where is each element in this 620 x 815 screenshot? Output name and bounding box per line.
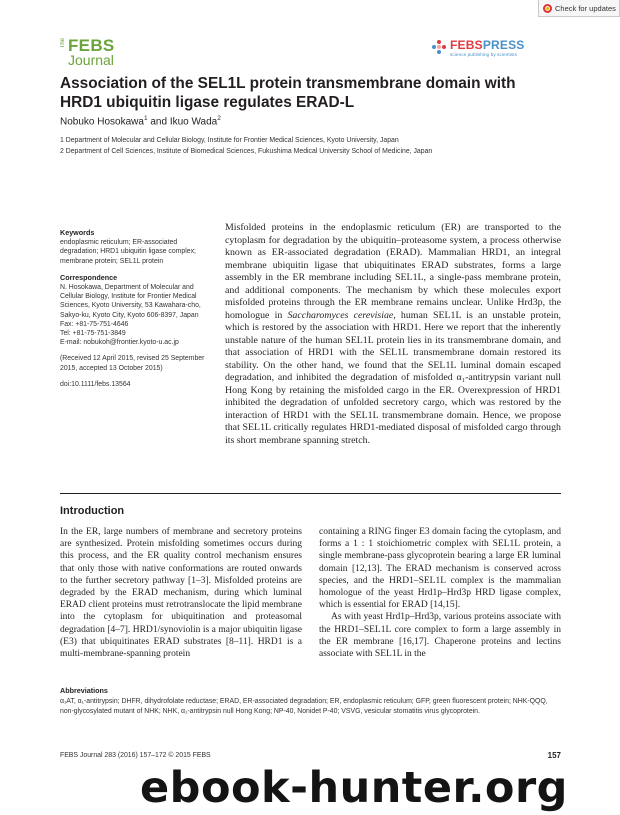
abstract [225,222,561,447]
author-affiliation-mark: 1 [143,115,148,122]
page-number: 157 [547,751,561,760]
paragraph: As with yeast Hrd1p–Hrd3p, various proteins associate with the HRD1–SEL1L core complex to form a large assembly in the ER membrane [16,17]. Chaperone proteins and lectins associate with SEL1L in the [319,612,561,660]
keywords-block [60,228,215,266]
logo-the: The [60,38,66,49]
press-febs: FEBS [450,38,483,52]
correspondence-fax: Fax: +81-75-751-4646 [60,320,129,328]
keywords-text: endoplasmic reticulum; ER-associated degradation; HRD1 ubiquitin ligase complex; membrane protein; SEL1L protein [60,239,196,265]
correspondence-email[interactable]: E-mail: nobukoh@frontier.kyoto-u.ac.jp [60,339,179,347]
received-dates [60,354,215,372]
correspondence-heading: Correspondence [60,272,118,282]
febs-journal-logo [60,36,124,70]
affiliation-1: 1 Department of Molecular and Cellular Biology, Institute for Frontier Medical Sciences, Kyoto University, Japan [60,137,399,144]
doi [60,380,215,389]
author-affiliation-mark: 2 [217,115,221,122]
introduction-heading: Introduction [60,505,125,517]
correspondence-address: N. Hosokawa, Department of Molecular and Cellular Biology, Institute for Frontier Medical Sciences, Kyoto University, 53 Kawahara-cho, Sakyo-ku, Kyoto City, Kyoto 606-8397, Japan [60,284,201,319]
section-divider [60,493,561,494]
correspondence-tel: Tel: +81-75-751-3849 [60,330,126,338]
article-title: Association of the SEL1L protein transmembrane domain with HRD1 ubiquitin ligase regulates ERAD-L [60,75,516,111]
press-tagline: science publishing by scientists [450,52,518,57]
abstract-part-2: , human SEL1L is an unstable protein, which is restored by the association with HRD1. Here we report that the inherently unstable nature of the human SEL1L protein lies in its transmembrane domain, and that association of HRD1 with the SEL1L transmembrane domain restored its stability. On the other hand, we found that the SEL1L luminal domain escaped degradation, and inhibited the degradation of misfolded α₁-antitrypsin variant null Hong Kong by retaining the misfolded cargo in the ER. Overexpression of HRD1 inhibited the degradation of unfolded secretory cargo, which was restored by the interaction of HRD1 with the SEL1L transmembrane domain. Hence, we propose that SEL1L critically regulates HRD1-mediated disposal of misfolded cargo through its short membrane spanning stretch. [225,309,561,446]
footer-citation: FEBS Journal 283 (2016) 157–172 © 2015 FEBS [60,752,211,759]
logo-febs: FEBS [68,36,115,55]
febs-press-dots-icon [432,40,446,54]
doi-link[interactable]: doi:10.1111/febs.13564 [60,380,131,388]
check-for-updates-label: Check for updates [555,3,616,13]
crossmark-icon [543,4,552,13]
affiliation-2: 2 Department of Cell Sciences, Institute of Biomedical Sciences, Fukushima Medical University School of Medicine, Japan [60,148,433,155]
abbreviations-heading: Abbreviations [60,686,108,695]
press-press: PRESS [482,38,525,52]
page-footer [60,752,561,759]
abstract-species: Saccharomyces cerevisiae [287,309,394,321]
press-name [450,38,525,52]
author-join: and [147,116,170,128]
received-text: (Received 12 April 2015, revised 25 September 2015, accepted 13 October 2015) [60,355,205,372]
author-list [60,115,221,127]
author-name: Ikuo Wada [169,116,218,128]
body-column-left: In the ER, large numbers of membrane and secretory proteins are synthesized. Protein misfolding sometimes occurs during this process, and the ER quality control mechanism ensures that only those with native conformations are routed onwards to the further secretory pathway [1–3]. Misfolded proteins are degraded by the ERAD mechanism, during which luminal ERAD client proteins must retrotranslocate the lipid membrane into the cytoplasm for ubiquitination and proteasomal degradation [4–7]. HRD1/synoviolin is a major ubiquitin ligase (E3) that ubiquitinates ERAD substrates [8–11]. HRD1 is a multi-membrane-spanning protein [60,527,302,660]
watermark: ebook-hunter.org [140,763,568,813]
keywords-heading: Keywords [60,228,95,237]
author-name: Nobuko Hosokawa [60,116,144,128]
body-column-right [319,526,561,660]
abbreviations [60,686,561,716]
correspondence-block [60,273,215,348]
abbreviations-text: α₁AT, α₁-antitrypsin; DHFR, dihydrofolate reductase; ERAD, ER-associated degradation; ER, endoplasmic reticulum; GFP, green fluorescent protein; NHK-QQQ, non-glycosylated mutant of NHK; NHK, α₁-antitrypsin null Hong Kong; NP-40, Nonidet P-40; VSVG, vesicular stomatitis virus glycoprotein. [60,698,548,715]
febs-press-logo [432,38,552,62]
logo-journal: Journal [68,52,114,68]
paragraph: containing a RING finger E3 domain facing the cytoplasm, and forms a 1 : 1 stoichiometric complex with SEL1L protein, a single membrane-pass glycoprotein bearing a large ER luminal domain [12,13]. The ERAD mechanism is conserved across species, and the HRD1–SEL1L complex is the mammalian homologue of the yeast Hrd1p–Hrd3p HRD ligase complex, which is essential for ERAD [14,15]. [319,527,561,611]
check-for-updates-badge[interactable] [538,0,620,17]
article-info-sidebar [60,228,215,396]
abstract-part-1: Misfolded proteins in the endoplasmic reticulum (ER) are transported to the cytoplasm for degradation by the ubiquitin–proteasome system, a process otherwise known as ER-associated degradation (ERAD). Mammalian HRD1, an integral membrane ubiquitin ligase that ubiquitinates ERAD substrates, forms a large assembly in the ER membrane including SEL1L, a single-pass membrane protein, and additional components. The mechanism by which these molecules export misfolded proteins through the ER membrane remains unclear. Unlike Hrd3p, the homologue in [225,222,561,321]
